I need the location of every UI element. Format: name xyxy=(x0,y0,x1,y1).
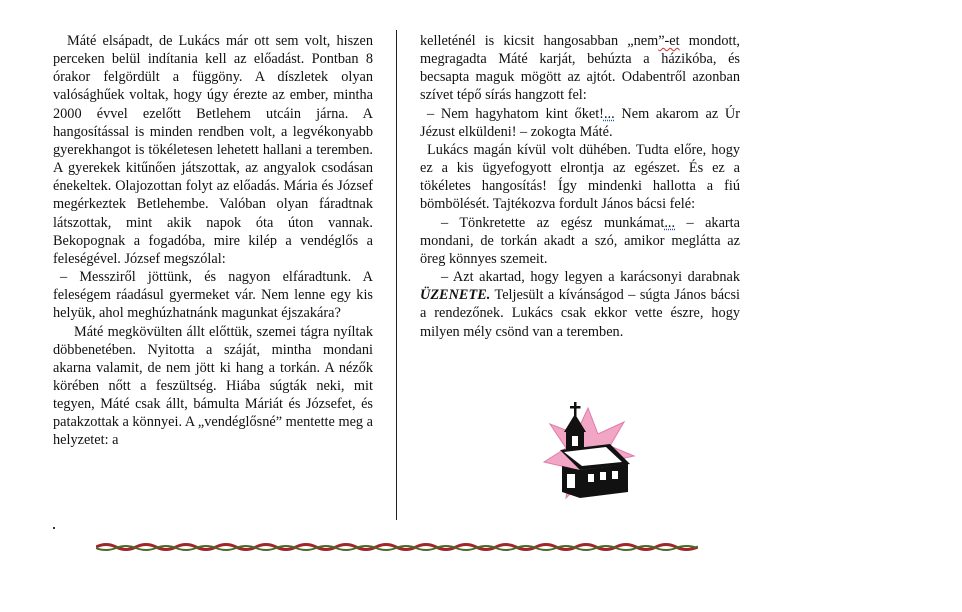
paragraph: Máté megkövülten állt előttük, szemei tágra nyíltak döbbenetében. Nyitotta a száját, mintha mondani akarna valamit, de nem jött ki hang a torkán. A nézők körében nőtt a feszültség. Hiába súgták neki, mit tegyen, Máté csak állt, bámulta Máriát és Józsefet, és patakzottak a könnyei. A „vendéglősné” mentette meg a helyzetet: a xyxy=(53,323,373,449)
text-run: – Tönkretette az egész munkámat xyxy=(441,214,665,231)
paragraph: Máté elsápadt, de Lukács már ott sem volt, hiszen perceken belül indítania kell az előadást. Pontban 8 órakor felgördült a függöny. A díszletek olyan valósághűek voltak, hogy úgy érezte az ember, mintha 2000 évvel ezelőtt Betlehem utcáin járna. A hangosítással is minden rendben volt, a legvékonyabb gyerekhangot is tökéletesen lehetett hallani a teremben. A gyerekek kitűnően játszottak, az angyalok csodásan énekeltek. Olajozottan folyt az előadás. Mária és József megérkeztek Betlehembe. Valóban olyan fáradtnak látszottak, mint akik napok óta úton vannak. Bekopognak a fogadóba, mire kilép a vendéglős a feleségével. József megszólal: xyxy=(53,33,373,267)
text-run: – Azt akartad, hogy legyen a karácsonyi darabnak xyxy=(441,269,740,286)
spellcheck-flag: ”-et xyxy=(658,33,680,49)
text-run: kelleténél is kicsit hangosabban „nem xyxy=(420,33,659,49)
text-run: – Nem hagyhatom kint őket! xyxy=(427,105,604,122)
emphasis-text: ÜZENETE. xyxy=(420,287,491,304)
paragraph: Lukács magán kívül volt dühében. Tudta előre, hogy ez a kis ügyefogyott elrontja az egészet. És ez a tökéletes hangosítás! Így mindenki hallotta a fiú bömbölését. Tajtékozva fordult János bácsi felé: xyxy=(420,141,740,213)
stray-mark xyxy=(53,527,55,529)
grammar-flag: ... xyxy=(664,214,676,231)
paragraph xyxy=(420,268,740,341)
church-clipart xyxy=(540,400,636,504)
grammar-flag: ... xyxy=(603,105,615,122)
paragraph: – Messziről jöttünk, és nagyon elfáradtunk. A feleségem ráadásul gyermeket vár. Nem lenne egy kis helyük, ahol meghúzhatnánk magunkat éjszakára? xyxy=(53,269,373,322)
column-divider xyxy=(396,30,397,520)
text-run: – akarta mondani, de torkán akadt a szó, amikor meglátta az öreg könnyes szemeit. xyxy=(420,214,741,267)
paragraph xyxy=(420,32,740,105)
paragraph xyxy=(420,105,740,141)
holly-garland-border xyxy=(96,540,698,554)
right-text-column xyxy=(420,32,740,341)
text-run: Teljesült a kívánságod – súgta János bácsi a rendezőnek. Lukács csak ekkor vette észre, hogy milyen mély csönd van a teremben. xyxy=(420,287,740,340)
text-run: Nem akarom az Úr Jézust elküldeni! – zokogta Máté. xyxy=(420,105,740,140)
paragraph xyxy=(420,214,740,268)
text-run: mondott, megragadta Máté karját, behúzta a házikóba, és becsapta maguk mögött az ajtót. Odabentről azonban szívet tépő sírás hangzott fel: xyxy=(420,33,741,104)
left-text-column xyxy=(53,32,373,450)
